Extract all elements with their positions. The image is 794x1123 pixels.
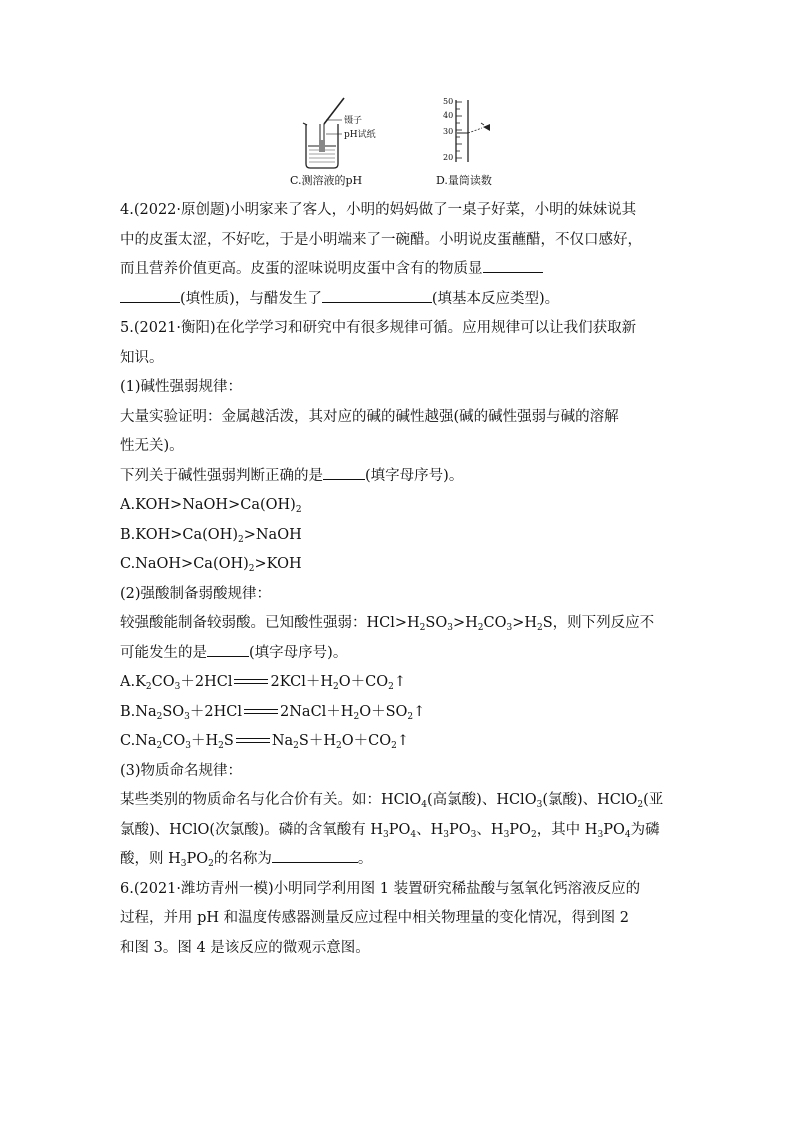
q5-text: (填字母序号)。: [365, 467, 464, 484]
gas-arrow: ↑: [396, 733, 409, 749]
q4-text: 而且营养价值更高。皮蛋的涩味说明皮蛋中含有的物质显: [120, 261, 483, 277]
q4-line: [120, 255, 680, 285]
q5-line: 性无关)。: [120, 438, 184, 454]
subscript: 2: [156, 711, 163, 722]
q5-line: 知识。: [120, 349, 164, 366]
eq-text: ＋2HCl: [189, 703, 243, 720]
eq-text: O＋CO: [338, 674, 389, 690]
subscript: 2: [295, 505, 302, 515]
answer-blank[interactable]: [207, 639, 249, 657]
subscript: 3: [447, 623, 453, 633]
figure-c-caption: C.测溶液的pH: [290, 174, 363, 187]
subscript: 2: [537, 623, 543, 633]
figure-d-caption: D.量筒读数: [436, 174, 492, 187]
subscript: 2: [637, 800, 644, 810]
subscript: 3: [470, 829, 477, 840]
q5-text: >H: [512, 615, 538, 631]
q5-text: PO: [388, 821, 411, 838]
equals-sign: [242, 707, 280, 717]
eq-text: ＋H: [190, 733, 219, 749]
subscript: 2: [293, 741, 299, 751]
subscript: 3: [503, 829, 510, 840]
cylinder-tick: 30: [443, 127, 454, 136]
subscript: 3: [383, 829, 389, 840]
q5-subheading: (2)强酸制备弱酸规律：: [120, 585, 272, 602]
subscript: 2: [208, 859, 214, 869]
q5-line: [120, 816, 680, 846]
eq-text: S＋H: [298, 733, 336, 749]
q5-line: 大量实验证明：金属越活泼，其对应的碱的碱性越强(碱的碱性强弱与碱的溶解: [120, 408, 619, 425]
q5-text: 可能发生的是: [120, 644, 207, 661]
eq-text: SO: [162, 703, 185, 720]
eq-text: CO: [162, 733, 186, 749]
question-content: [120, 196, 680, 963]
q5-text: 下列关于碱性强弱判断正确的是: [120, 467, 323, 484]
answer-blank[interactable]: [272, 845, 358, 863]
eq-text: ＋2HCl: [180, 674, 233, 690]
q5-line: [120, 845, 680, 875]
q5-text: ，其中 H: [536, 821, 598, 838]
option-a: [120, 491, 680, 521]
subscript: 4: [421, 800, 427, 810]
subscript: 2: [388, 682, 394, 692]
q4-text: (填性质)，与醋发生了: [180, 290, 322, 307]
q5-text: CO: [483, 615, 507, 631]
eq-text: Na: [271, 733, 294, 749]
eq-text: 2NaCl＋H: [280, 703, 354, 720]
subscript: 3: [184, 711, 190, 722]
eq-text: A.K: [120, 674, 146, 690]
q4-text: (填基本反应类型)。: [431, 290, 560, 307]
q5-text: (填字母序号)。: [249, 644, 348, 661]
equals-sign: [234, 736, 272, 746]
q5-text: 为磷: [630, 821, 660, 838]
subscript: 3: [180, 859, 187, 869]
q5-text: PO: [186, 851, 209, 867]
subscript: 3: [597, 829, 604, 840]
q5-text: (亚: [643, 792, 664, 808]
answer-blank[interactable]: [323, 462, 365, 480]
q5-text: 、H: [476, 821, 504, 838]
subscript: 2: [391, 741, 397, 751]
gas-arrow: ↑: [413, 703, 426, 720]
subscript: 2: [353, 711, 360, 722]
option-text: >KOH: [254, 556, 302, 572]
subscript: 3: [185, 741, 191, 751]
subscript: 3: [506, 623, 513, 633]
eq-text: B.Na: [120, 703, 157, 720]
subscript: 2: [477, 623, 484, 633]
cylinder-tick: 50: [443, 97, 454, 106]
q5-text: SO: [425, 615, 448, 631]
q5-text: 某些类别的物质命名与化合价有关。如：HClO: [120, 792, 422, 808]
option-text: A.KOH>NaOH>Ca(OH): [120, 497, 296, 513]
q4-line: 4.(2022·原创题)小明家来了客人，小明的妈妈做了一桌子好菜，小明的妹妹说其: [120, 202, 637, 218]
equals-sign: [232, 677, 270, 687]
subscript: 4: [410, 829, 417, 840]
option-b: [120, 521, 680, 551]
q4-line: [120, 285, 680, 315]
subscript: 2: [156, 741, 163, 751]
eq-text: O＋CO: [341, 733, 392, 749]
subscript: 3: [174, 682, 181, 692]
q6-line: 和图 3。图 4 是该反应的微观示意图。: [120, 939, 370, 956]
subscript: 2: [248, 564, 255, 574]
q5-text: 、H: [416, 821, 444, 838]
q5-text: PO: [449, 821, 471, 838]
q5-text: 氯酸)、HClO(次氯酸)。磷的含氧酸有 H: [120, 821, 383, 838]
eq-text: 2KCl＋H: [270, 674, 334, 690]
q5-line: 5.(2021·衡阳)在化学学习和研究中有很多规律可循。应用规律可以让我们获取新: [120, 320, 637, 336]
option-text: C.NaOH>Ca(OH): [120, 556, 249, 572]
q5-text: PO: [603, 821, 625, 838]
eq-text: C.Na: [120, 733, 157, 749]
cylinder-tick: 40: [443, 111, 454, 120]
q5-line: [120, 786, 680, 816]
eq-text: O＋SO: [359, 703, 408, 720]
q5-line: [120, 639, 680, 669]
eq-text: CO: [151, 674, 175, 690]
option-c: [120, 550, 680, 580]
q5-text: 酸，则 H: [120, 851, 181, 867]
option-text: B.KOH>Ca(OH): [120, 526, 238, 543]
subscript: 2: [237, 534, 244, 545]
q5-text: 。: [357, 851, 373, 867]
subscript: 2: [218, 741, 224, 751]
subscript: 2: [530, 829, 537, 840]
answer-blank[interactable]: [120, 285, 180, 303]
experiment-figures: [290, 94, 500, 190]
q5-text: 较强酸能制备较弱酸。已知酸性强弱：HCl>H: [120, 615, 420, 631]
ph-paper-label: pH试纸: [344, 130, 376, 140]
q4-line: 中的皮蛋太涩，不好吃，于是小明端来了一碗醋。小明说皮蛋蘸醋，不仅口感好，: [120, 231, 642, 248]
q5-text: 的名称为: [213, 851, 272, 867]
q5-line: [120, 462, 680, 492]
tweezers-label: 镊子: [344, 116, 363, 126]
option-text: >NaOH: [243, 526, 302, 543]
subscript: 2: [419, 623, 426, 633]
q5-subheading: (3)物质命名规律：: [120, 762, 243, 779]
eq-text: S: [223, 733, 234, 749]
subscript: 2: [407, 711, 414, 722]
q5-subheading: (1)碱性强弱规律：: [120, 379, 243, 395]
q5-text: PO: [509, 821, 531, 838]
answer-blank[interactable]: [483, 255, 543, 273]
gas-arrow: ↑: [393, 674, 407, 690]
q6-line: 6.(2021·潍坊青州一模)小明同学利用图 1 装置研究稀盐酸与氢氧化钙溶液反应的: [120, 880, 641, 897]
q5-text: >H: [452, 615, 478, 631]
subscript: 2: [145, 682, 152, 692]
option-b: [120, 698, 680, 728]
subscript: 3: [536, 800, 543, 810]
q5-text: (氯酸)、HClO: [542, 792, 638, 808]
answer-blank[interactable]: [322, 285, 432, 303]
subscript: 4: [624, 829, 631, 840]
cylinder-tick: 20: [443, 153, 454, 162]
subscript: 2: [335, 741, 342, 751]
option-a: [120, 668, 680, 698]
q5-text: (高氯酸)、HClO: [427, 792, 537, 808]
subscript: 3: [443, 829, 450, 840]
option-c: [120, 727, 680, 757]
q6-line: 过程，并用 pH 和温度传感器测量反应过程中相关物理量的变化情况，得到图 2: [120, 910, 629, 926]
subscript: 2: [333, 682, 339, 692]
q5-text: S，则下列反应不: [542, 615, 655, 631]
q5-line: [120, 609, 680, 639]
